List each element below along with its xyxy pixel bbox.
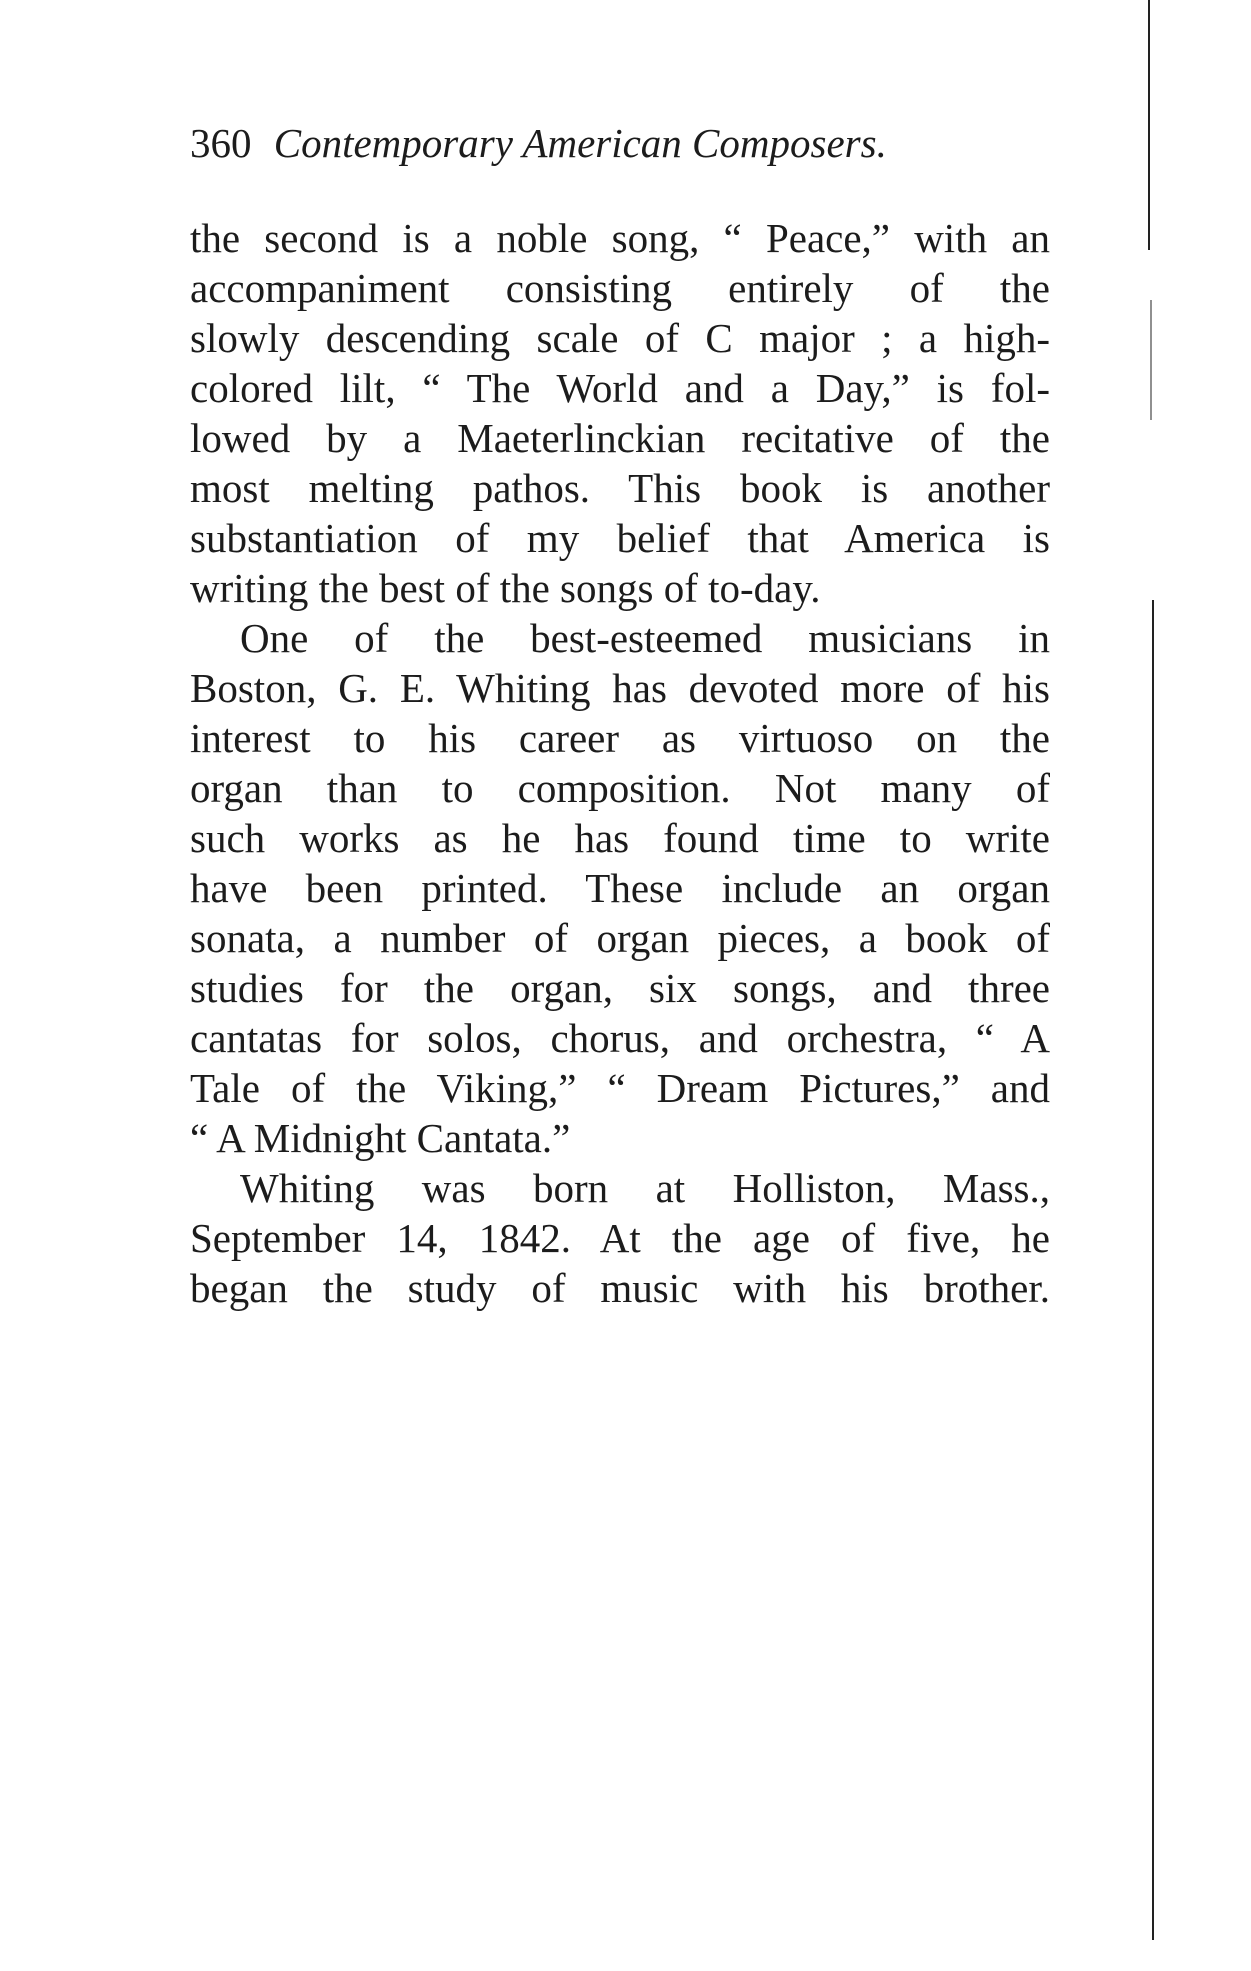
text-line: studies for the organ, six songs, and three (190, 965, 1050, 1011)
text-line: Tale of the Viking,” “ Dream Pictures,” and (190, 1065, 1050, 1111)
text-line: most melting pathos. This book is another (190, 465, 1050, 511)
running-title: Contemporary American Composers. (273, 120, 887, 166)
text-line: substantiation of my belief that America is (190, 515, 1050, 561)
text-line: Whiting was born at Holliston, Mass., (240, 1165, 1050, 1211)
text-line: the second is a noble song, “ Peace,” with an (190, 215, 1050, 261)
text-line: Boston, G. E. Whiting has devoted more of his (190, 665, 1050, 711)
running-head (190, 118, 887, 168)
text-line: writing the best of the songs of to-day. (190, 565, 821, 611)
text-line: accompaniment consisting entirely of the (190, 265, 1050, 311)
page-edge-line (1150, 300, 1152, 420)
text-line: September 14, 1842. At the age of five, he (190, 1215, 1050, 1261)
text-line: cantatas for solos, chorus, and orchestra, “ A (190, 1015, 1050, 1061)
text-line: interest to his career as virtuoso on the (190, 715, 1050, 761)
page-edge-line (1148, 0, 1150, 250)
text-line: lowed by a Maeterlinckian recitative of the (190, 415, 1050, 461)
text-line: began the study of music with his brother. (190, 1265, 1050, 1311)
text-line: slowly descending scale of C major ; a high- (190, 315, 1050, 361)
text-line: sonata, a number of organ pieces, a book of (190, 915, 1050, 961)
text-line: One of the best-esteemed musicians in (240, 615, 1050, 661)
text-line: organ than to composition. Not many of (190, 765, 1050, 811)
text-line: colored lilt, “ The World and a Day,” is fol- (190, 365, 1050, 411)
text-line: “ A Midnight Cantata.” (190, 1115, 571, 1161)
page-number: 360 (190, 120, 252, 166)
page-edge-line (1152, 600, 1154, 1940)
text-line: such works as he has found time to write (190, 815, 1050, 861)
text-line: have been printed. These include an organ (190, 865, 1050, 911)
